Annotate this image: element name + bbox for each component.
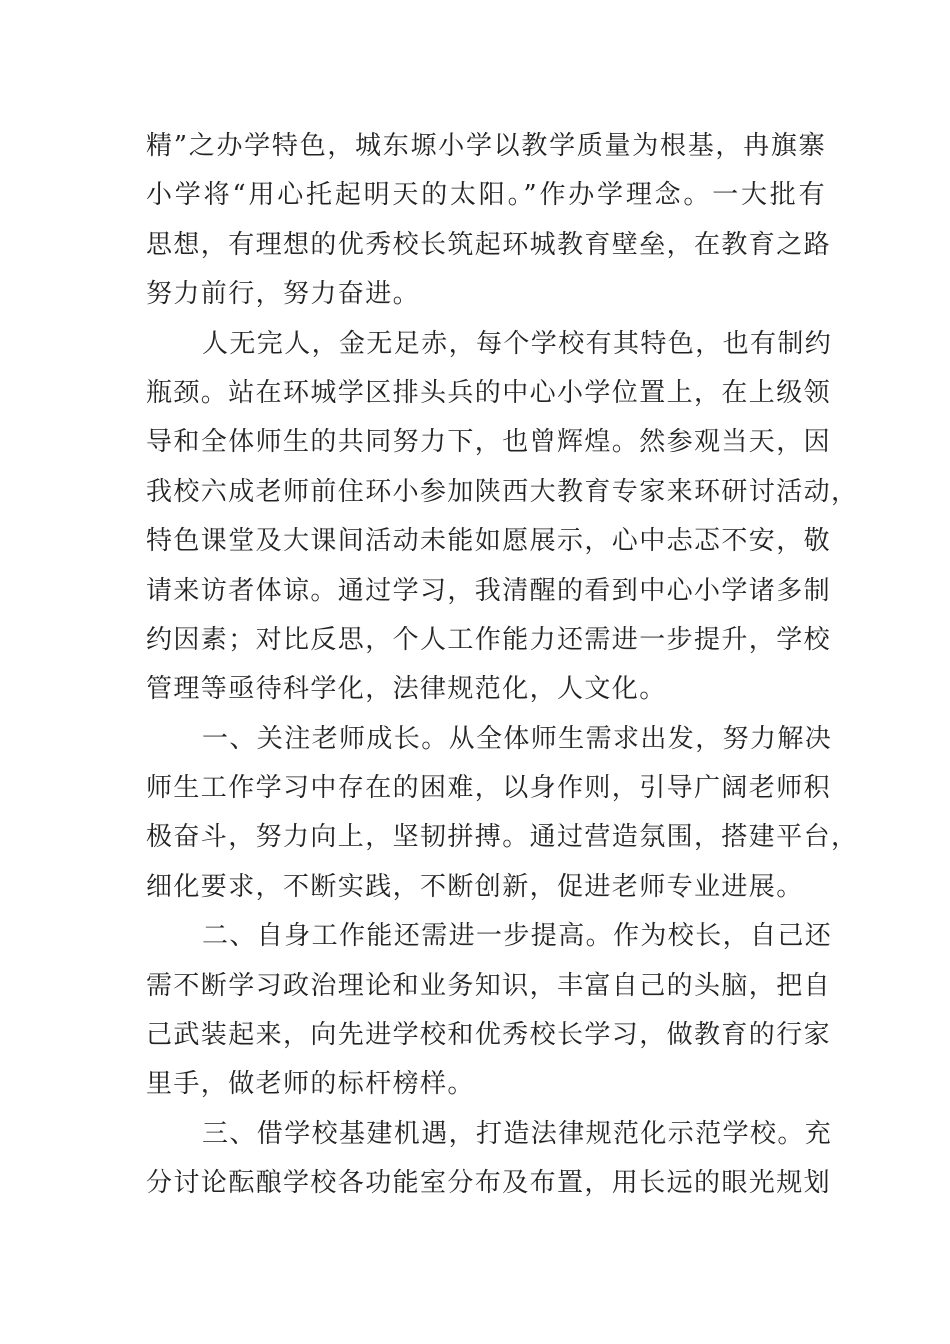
text-line: 特色课堂及大课间活动未能如愿展示，心中忐忑不安，敬 (146, 526, 832, 557)
paragraph-p5 (146, 1110, 833, 1209)
paragraph-p4 (146, 912, 833, 1110)
text-line: 三、借学校基建机遇，打造法律规范化示范学校。充 (202, 1118, 833, 1149)
paragraph-p3 (146, 715, 859, 913)
text-line: 努力前行，努力奋进。 (146, 279, 421, 310)
document-body (146, 122, 859, 1209)
paragraph-p1 (146, 122, 832, 320)
text-line: 一、关注老师成长。从全体师生需求出发，努力解决 (202, 723, 833, 754)
text-line: 小学将“用心托起明天的太阳。”作办学理念。一大批有 (146, 180, 826, 211)
text-line: 需不断学习政治理论和业务知识，丰富自己的头脑，把自 (146, 970, 832, 1001)
text-line: 瓶颈。站在环城学区排头兵的中心小学位置上，在上级领 (146, 377, 832, 408)
text-line: 我校六成老师前住环小参加陕西大教育专家来环研讨活动， (146, 476, 859, 507)
text-line: 人无完人，金无足赤，每个学校有其特色，也有制约 (202, 328, 833, 359)
text-line: 思想，有理想的优秀校长筑起环城教育壁垒，在教育之路 (146, 229, 832, 260)
text-line: 细化要求，不断实践，不断创新，促进老师专业进展。 (146, 871, 804, 902)
text-line: 极奋斗，努力向上，坚韧拼搏。通过营造氛围，搭建平台， (146, 822, 859, 853)
text-line: 里手，做老师的标杆榜样。 (146, 1069, 475, 1100)
text-line: 分讨论酝酿学校各功能室分布及布置，用长远的眼光规划 (146, 1168, 832, 1199)
text-line: 请来访者体谅。通过学习，我清醒的看到中心小学诸多制 (146, 575, 832, 606)
text-line: 导和全体师生的共同努力下，也曾辉煌。然参观当天，因 (146, 427, 832, 458)
text-line: 管理等亟待科学化，法律规范化，人文化。 (146, 674, 667, 705)
paragraph-p2 (146, 320, 859, 715)
text-line: 二、自身工作能还需进一步提高。作为校长，自己还 (202, 921, 833, 952)
text-line: 己武装起来，向先进学校和优秀校长学习，做教育的行家 (146, 1020, 832, 1051)
text-line: 约因素；对比反思，个人工作能力还需进一步提升，学校 (146, 624, 832, 655)
text-line: 精”之办学特色，城东塬小学以教学质量为根基，冉旗寨 (146, 131, 826, 161)
text-line: 师生工作学习中存在的困难，以身作则，引导广阔老师积 (146, 773, 832, 804)
